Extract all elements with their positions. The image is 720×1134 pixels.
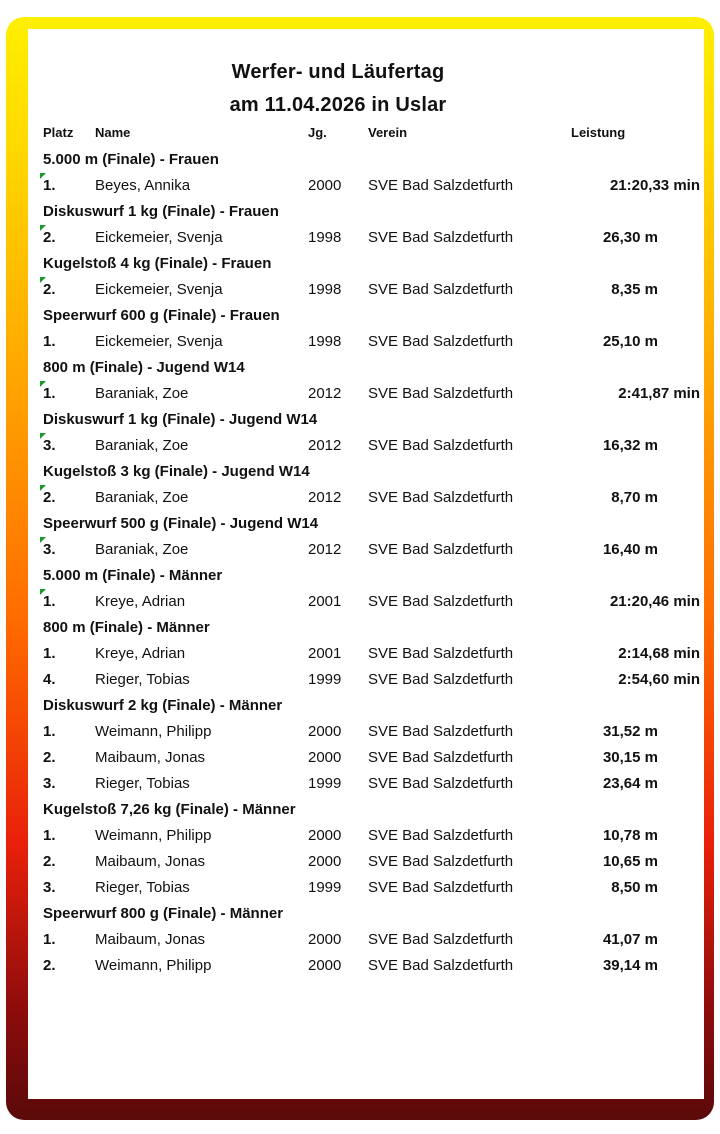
result-name: Eickemeier, Svenja <box>95 333 223 350</box>
result-platz: 2. <box>43 281 56 298</box>
result-jahrgang: 2000 <box>308 827 342 844</box>
result-leistung: 2:54,60 min <box>618 671 700 688</box>
event-title: 5.000 m (Finale) - Männer <box>43 567 223 584</box>
event-title: Diskuswurf 1 kg (Finale) - Frauen <box>43 203 279 220</box>
result-verein: SVE Bad Salzdetfurth <box>368 775 514 792</box>
result-jahrgang: 1998 <box>308 281 342 298</box>
result-row <box>28 381 704 407</box>
event-title: Speerwurf 600 g (Finale) - Frauen <box>43 307 280 324</box>
result-name: Rieger, Tobias <box>95 671 190 688</box>
result-platz: 1. <box>43 385 56 402</box>
result-platz: 1. <box>43 931 56 948</box>
result-name: Baraniak, Zoe <box>95 489 189 506</box>
result-name: Kreye, Adrian <box>95 593 186 610</box>
result-platz: 1. <box>43 333 56 350</box>
result-jahrgang: 2012 <box>308 541 342 558</box>
result-platz: 3. <box>43 437 56 454</box>
result-row <box>28 823 704 849</box>
result-platz: 3. <box>43 775 56 792</box>
result-jahrgang: 2000 <box>308 749 342 766</box>
result-verein: SVE Bad Salzdetfurth <box>368 437 514 454</box>
result-row <box>28 875 704 901</box>
result-verein: SVE Bad Salzdetfurth <box>368 229 514 246</box>
result-name: Eickemeier, Svenja <box>95 281 223 298</box>
result-leistung: 30,15 m <box>602 749 658 766</box>
result-jahrgang: 2012 <box>308 489 342 506</box>
result-jahrgang: 1998 <box>308 229 342 246</box>
result-jahrgang: 2000 <box>308 957 342 974</box>
result-jahrgang: 1999 <box>308 671 342 688</box>
result-platz: 3. <box>43 541 56 558</box>
result-verein: SVE Bad Salzdetfurth <box>368 281 514 298</box>
result-name: Maibaum, Jonas <box>95 853 206 870</box>
result-name: Baraniak, Zoe <box>95 541 189 558</box>
result-leistung: 25,10 m <box>602 333 658 350</box>
result-leistung: 8,35 m <box>611 281 658 298</box>
result-name: Weimann, Philipp <box>95 957 212 974</box>
result-leistung: 2:41,87 min <box>618 385 700 402</box>
result-jahrgang: 1999 <box>308 879 342 896</box>
event-title: Speerwurf 800 g (Finale) - Männer <box>43 905 284 922</box>
result-verein: SVE Bad Salzdetfurth <box>368 541 514 558</box>
result-row <box>28 225 704 251</box>
result-leistung: 23,64 m <box>602 775 658 792</box>
result-platz: 1. <box>43 827 56 844</box>
result-platz: 2. <box>43 489 56 506</box>
result-name: Rieger, Tobias <box>95 775 190 792</box>
event-title: Kugelstoß 4 kg (Finale) - Frauen <box>43 255 272 272</box>
result-row <box>28 927 704 953</box>
result-verein: SVE Bad Salzdetfurth <box>368 645 514 662</box>
result-row <box>28 173 704 199</box>
result-leistung: 8,70 m <box>611 489 658 506</box>
result-leistung: 21:20,46 min <box>609 593 700 610</box>
event-title: Kugelstoß 3 kg (Finale) - Jugend W14 <box>43 463 310 480</box>
result-name: Maibaum, Jonas <box>95 931 206 948</box>
result-verein: SVE Bad Salzdetfurth <box>368 827 514 844</box>
result-verein: SVE Bad Salzdetfurth <box>368 489 514 506</box>
result-jahrgang: 2012 <box>308 385 342 402</box>
result-row <box>28 433 704 459</box>
result-platz: 2. <box>43 229 56 246</box>
result-platz: 1. <box>43 723 56 740</box>
result-verein: SVE Bad Salzdetfurth <box>368 671 514 688</box>
result-platz: 1. <box>43 177 56 194</box>
result-row <box>28 771 704 797</box>
result-platz: 4. <box>43 671 56 688</box>
result-platz: 2. <box>43 853 56 870</box>
result-verein: SVE Bad Salzdetfurth <box>368 723 514 740</box>
page-title: Werfer- und Läufertag <box>231 61 445 83</box>
result-row <box>28 589 704 615</box>
result-leistung: 26,30 m <box>602 229 658 246</box>
header-platz: Platz <box>43 125 74 140</box>
result-jahrgang: 2001 <box>308 645 342 662</box>
result-verein: SVE Bad Salzdetfurth <box>368 749 514 766</box>
results-sheet <box>28 29 704 1099</box>
result-row <box>28 849 704 875</box>
result-name: Weimann, Philipp <box>95 827 212 844</box>
header-verein: Verein <box>368 125 408 140</box>
result-verein: SVE Bad Salzdetfurth <box>368 593 514 610</box>
result-verein: SVE Bad Salzdetfurth <box>368 931 514 948</box>
result-jahrgang: 2000 <box>308 931 342 948</box>
result-jahrgang: 1999 <box>308 775 342 792</box>
result-jahrgang: 2000 <box>308 723 342 740</box>
result-jahrgang: 2001 <box>308 593 342 610</box>
result-row <box>28 667 704 693</box>
result-jahrgang: 2000 <box>308 177 342 194</box>
event-title: Diskuswurf 1 kg (Finale) - Jugend W14 <box>43 411 318 428</box>
gradient-frame <box>6 17 714 1120</box>
result-platz: 3. <box>43 879 56 896</box>
result-row <box>28 277 704 303</box>
result-name: Beyes, Annika <box>95 177 191 194</box>
result-leistung: 8,50 m <box>611 879 658 896</box>
event-title: Kugelstoß 7,26 kg (Finale) - Männer <box>43 801 296 818</box>
result-leistung: 21:20,33 min <box>609 177 700 194</box>
result-name: Eickemeier, Svenja <box>95 229 223 246</box>
result-platz: 1. <box>43 645 56 662</box>
event-title: Diskuswurf 2 kg (Finale) - Männer <box>43 697 283 714</box>
result-verein: SVE Bad Salzdetfurth <box>368 333 514 350</box>
result-leistung: 10,78 m <box>602 827 658 844</box>
result-row <box>28 745 704 771</box>
result-name: Baraniak, Zoe <box>95 385 189 402</box>
result-row <box>28 537 704 563</box>
result-leistung: 16,32 m <box>602 437 658 454</box>
result-platz: 2. <box>43 749 56 766</box>
event-title: 800 m (Finale) - Jugend W14 <box>43 359 245 376</box>
result-leistung: 31,52 m <box>602 723 658 740</box>
result-name: Rieger, Tobias <box>95 879 190 896</box>
header-jg: Jg. <box>308 125 327 140</box>
event-title: Speerwurf 500 g (Finale) - Jugend W14 <box>43 515 319 532</box>
result-leistung: 41,07 m <box>602 931 658 948</box>
result-verein: SVE Bad Salzdetfurth <box>368 385 514 402</box>
result-platz: 1. <box>43 593 56 610</box>
header-name: Name <box>95 125 131 140</box>
result-platz: 2. <box>43 957 56 974</box>
result-verein: SVE Bad Salzdetfurth <box>368 879 514 896</box>
result-row <box>28 953 704 979</box>
results-list <box>28 147 704 979</box>
header-leistung: Leistung <box>571 125 626 140</box>
result-leistung: 2:14,68 min <box>618 645 700 662</box>
result-verein: SVE Bad Salzdetfurth <box>368 177 514 194</box>
result-verein: SVE Bad Salzdetfurth <box>368 853 514 870</box>
result-row <box>28 485 704 511</box>
event-title: 800 m (Finale) - Männer <box>43 619 210 636</box>
result-jahrgang: 1998 <box>308 333 342 350</box>
result-jahrgang: 2000 <box>308 853 342 870</box>
result-verein: SVE Bad Salzdetfurth <box>368 957 514 974</box>
event-title: 5.000 m (Finale) - Frauen <box>43 151 219 168</box>
result-row <box>28 329 704 355</box>
result-leistung: 39,14 m <box>602 957 658 974</box>
result-row <box>28 641 704 667</box>
result-leistung: 10,65 m <box>602 853 658 870</box>
page-subtitle: am 11.04.2026 in Uslar <box>229 94 447 116</box>
result-row <box>28 719 704 745</box>
result-name: Kreye, Adrian <box>95 645 186 662</box>
result-leistung: 16,40 m <box>602 541 658 558</box>
result-name: Maibaum, Jonas <box>95 749 206 766</box>
result-name: Baraniak, Zoe <box>95 437 189 454</box>
result-name: Weimann, Philipp <box>95 723 212 740</box>
result-jahrgang: 2012 <box>308 437 342 454</box>
